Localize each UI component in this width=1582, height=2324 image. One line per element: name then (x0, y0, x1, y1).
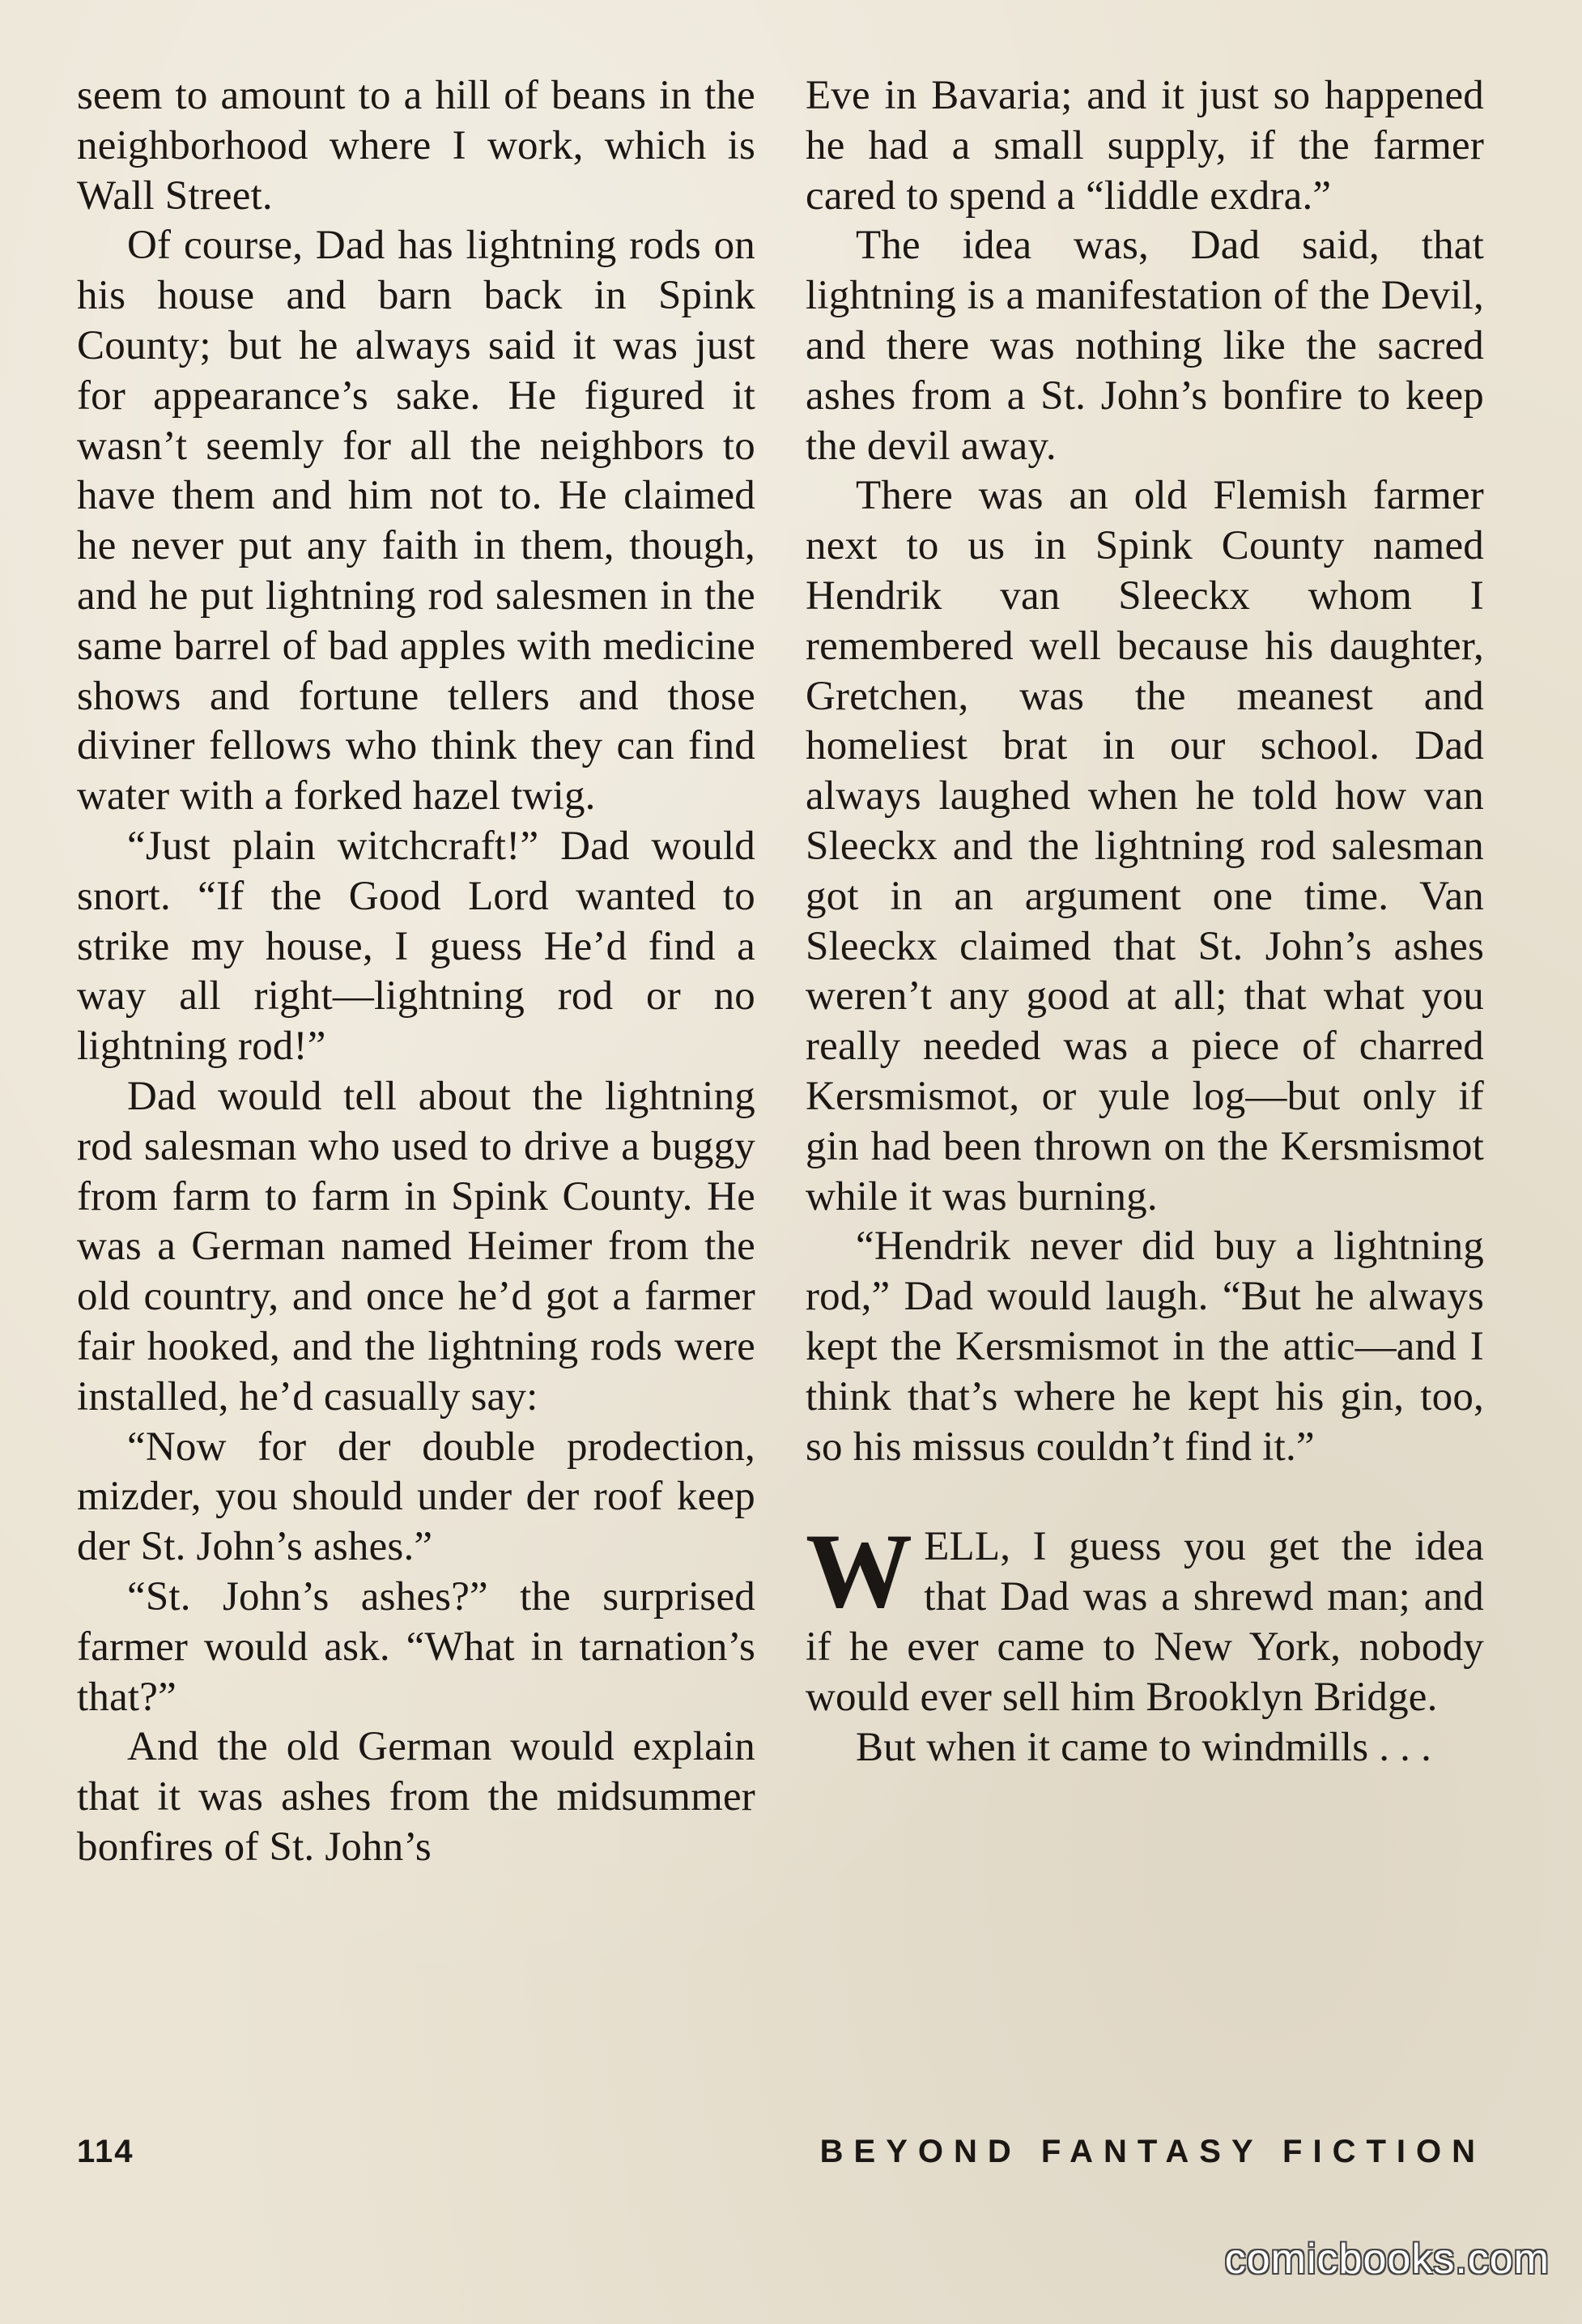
paragraph: Of course, Dad has lightning rods on his house and barn back in Spink County; but he always said it was just for appearance’s sake. He figured it wasn’t seemly for all the neighbors to have them and him not to. He claimed he never put any faith in them, though, and he put lightning rod salesmen in the same barrel of bad apples with medicine shows and fortune tellers and those diviner fellows who think they can find water with a forked hazel twig. (77, 223, 755, 819)
paragraph: “Now for der double prodection, mizder, you should under der roof keep der St. John’s ashes.” (77, 1424, 755, 1570)
page-number: 114 (77, 2134, 134, 2169)
paragraph: “St. John’s ashes?” the surprised farmer would ask. “What in tarnation’s that?” (77, 1573, 755, 1720)
paragraph: “Hendrik never did buy a lightning rod,” Dad would laugh. “But he always kept the Kersmismot in the attic—and I think that’s where he kept his gin, too, so his missus couldn’t find it.” (806, 1224, 1484, 1470)
section-opening-paragraph (806, 1511, 1484, 1722)
paragraph: “Just plain witchcraft!” Dad would snort. “If the Good Lord wanted to strike my house, I guess He’d find a way all right—lightning rod or no lightning rod!” (77, 823, 755, 1070)
right-column (806, 71, 1484, 1773)
paragraph: And the old German would explain that it was ashes from the midsummer bonfires of St. John’s (77, 1724, 755, 1870)
paragraph: But when it came to windmills . . . (856, 1724, 1432, 1770)
drop-cap: W (806, 1511, 913, 1631)
paragraph: seem to amount to a hill of beans in the neighborhood where I work, which is Wall Street. (77, 73, 755, 219)
watermark: comicbooks.com (1224, 2236, 1550, 2283)
paragraph: Eve in Bavaria; and it just so happened he had a small supply, if the farmer cared to spend a “liddle exdra.” (806, 73, 1484, 219)
paragraph: The idea was, Dad said, that lightning is a manifestation of the Devil, and there was nothing like the sacred ashes from a St. John’s bonfire to keep the devil away. (806, 223, 1484, 469)
magazine-title: BEYOND FANTASY FICTION (819, 2134, 1486, 2169)
paragraph: There was an old Flemish farmer next to us in Spink County named Hendrik van Sleeckx whom I remembered well because his daughter, Gretchen, was the meanest and homeliest brat in our school. Dad always laughed when he told how van Sleeckx and the lightning rod salesman got in an argument one time. Van Sleeckx claimed that St. John’s ashes weren’t any good at all; that what you really needed was a piece of charred Kersmismot, or yule log—but only if gin had been thrown on the Kersmismot while it was burning. (806, 473, 1484, 1219)
drop-cap-continuation: ELL, I guess you get the idea that Dad was a shrewd man; and if he ever came to New York, nobody would ever sell him Brooklyn Bridge. (806, 1524, 1484, 1720)
left-column (77, 71, 755, 1873)
page-footer (77, 2134, 1486, 2182)
paragraph: Dad would tell about the lightning rod salesman who used to drive a buggy from farm to farm in Spink County. He was a German named Heimer from the old country, and once he’d got a farmer fair hooked, and the lightning rods were installed, he’d casually say: (77, 1073, 755, 1420)
